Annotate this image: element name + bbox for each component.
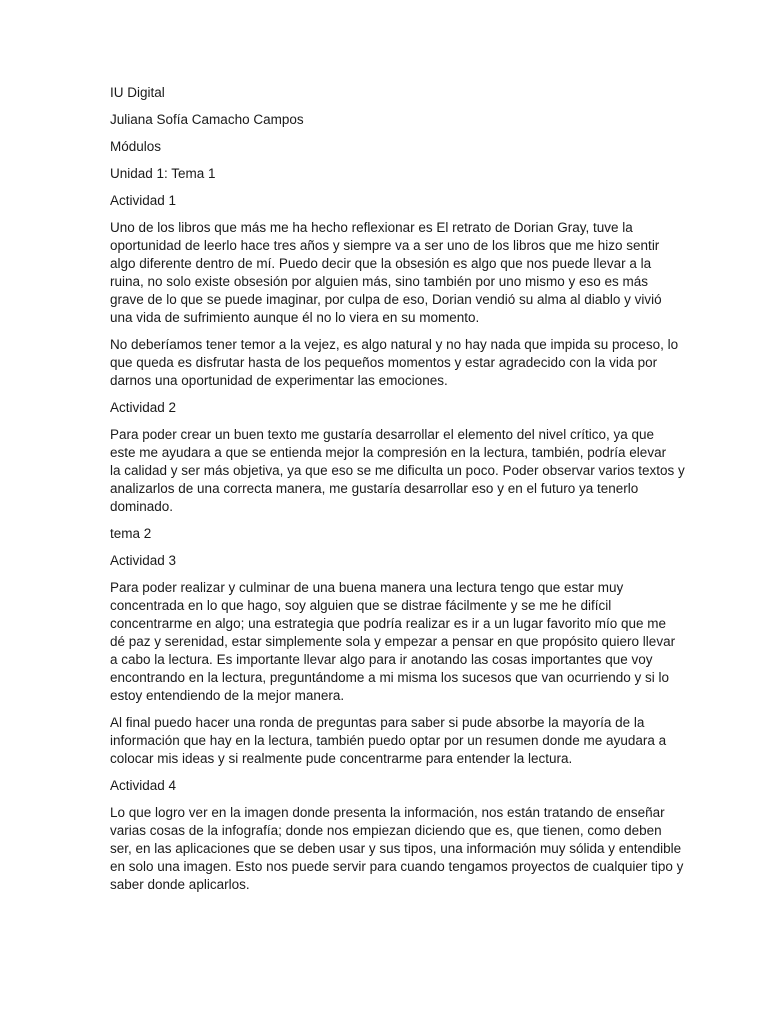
actividad-2-paragraph-1: [110, 426, 685, 516]
paragraph-line: saber donde aplicarlos.: [110, 877, 250, 892]
actividad-1-heading: Actividad 1: [110, 193, 177, 208]
paragraph-line: dominado.: [110, 499, 174, 514]
paragraph-line: la calidad y ser más objetiva, ya que eso se me dificulta un poco. Poder observar varios textos y: [110, 463, 685, 478]
paragraph-line: una vida de sufrimiento aunque él no lo viera en su momento.: [110, 310, 480, 325]
paragraph-line: algo diferente dentro de mí. Puedo decir que la obsesión es algo que nos puede llevar a la: [110, 256, 652, 271]
paragraph-line: Para poder realizar y culminar de una buena manera una lectura tengo que estar muy: [110, 580, 624, 595]
paragraph-line: este me ayudara a que se entienda mejor la compresión en la lectura, también, podría elevar: [110, 445, 667, 460]
paragraph-line: Al final puedo hacer una ronda de preguntas para saber si pude absorbe la mayoría de la: [110, 715, 645, 730]
paragraph-line: ser, en las aplicaciones que se deben usar y sus tipos, una información muy sólida y entendible: [110, 841, 682, 856]
paragraph-line: concentrarme en algo; una estrategia que podría realizar es ir a un lugar favorito mío que me: [110, 616, 667, 631]
paragraph-line: darnos una oportunidad de experimentar las emociones.: [110, 373, 448, 388]
paragraph-line: oportunidad de leerlo hace tres años y siempre va a ser uno de los libros que me hizo sentir: [110, 238, 660, 253]
actividad-4-paragraph-1: [110, 804, 684, 894]
actividad-3-paragraph-1: [110, 579, 676, 705]
paragraph-line: encontrando en la lectura, preguntándome a mi misma los sucesos que van ocurriendo y si lo: [110, 670, 670, 685]
actividad-2-heading: Actividad 2: [110, 400, 177, 415]
paragraph-line: varias cosas de la infografía; donde nos empiezan diciendo que es, que tienen, como deben: [110, 823, 662, 838]
paragraph-line: Lo que logro ver en la imagen donde presenta la información, nos están tratando de enseñar: [110, 805, 665, 820]
paragraph-line: ruina, no solo existe obsesión por alguien más, sino también por uno mismo y eso es más: [110, 274, 649, 289]
paragraph-line: a cabo la lectura. Es importante llevar algo para ir anotando las cosas importantes que voy: [110, 652, 653, 667]
paragraph-line: estoy entendiendo de la mejor manera.: [110, 688, 345, 703]
paragraph-line: dé paz y serenidad, estar simplemente sola y empezar a pensar en que propósito quiero llevar: [110, 634, 676, 649]
course-name: Módulos: [110, 139, 162, 154]
paragraph-line: colocar mis ideas y si realmente pude concentrarme para entender la lectura.: [110, 751, 573, 766]
paragraph-line: Para poder crear un buen texto me gustaría desarrollar el elemento del nivel crítico, ya que: [110, 427, 655, 442]
student-name: Juliana Sofía Camacho Campos: [110, 112, 304, 127]
tema-2-label: tema 2: [110, 526, 152, 541]
paragraph-line: en solo una imagen. Esto nos puede servir para cuando tengamos proyectos de cualquier tipo y: [110, 859, 684, 874]
paragraph-line: analizarlos de una correcta manera, me gustaría desarrollar eso y en el futuro ya tenerlo: [110, 481, 639, 496]
paragraph-line: Uno de los libros que más me ha hecho reflexionar es El retrato de Dorian Gray, tuve la: [110, 220, 633, 235]
paragraph-line: No deberíamos tener temor a la vejez, es algo natural y no hay nada que impida su proceso, lo: [110, 337, 679, 352]
actividad-1-paragraph-2: [110, 336, 679, 390]
document-page: [110, 84, 685, 903]
unit-title: Unidad 1: Tema 1: [110, 166, 216, 181]
actividad-4-heading: Actividad 4: [110, 778, 177, 793]
paragraph-line: grave de lo que se puede imaginar, por culpa de eso, Dorian vendió su alma al diablo y vivió: [110, 292, 662, 307]
actividad-1-paragraph-1: [110, 219, 662, 327]
institution-name: IU Digital: [110, 85, 165, 100]
actividad-3-paragraph-2: [110, 714, 667, 768]
actividad-3-heading: Actividad 3: [110, 553, 177, 568]
paragraph-line: concentrada en lo que hago, soy alguien que se distrae fácilmente y se me he difícil: [110, 598, 612, 613]
paragraph-line: que queda es disfrutar hasta de los pequeños momentos y estar agradecido con la vida por: [110, 355, 658, 370]
paragraph-line: información que hay en la lectura, también puedo optar por un resumen donde me ayudara a: [110, 733, 667, 748]
